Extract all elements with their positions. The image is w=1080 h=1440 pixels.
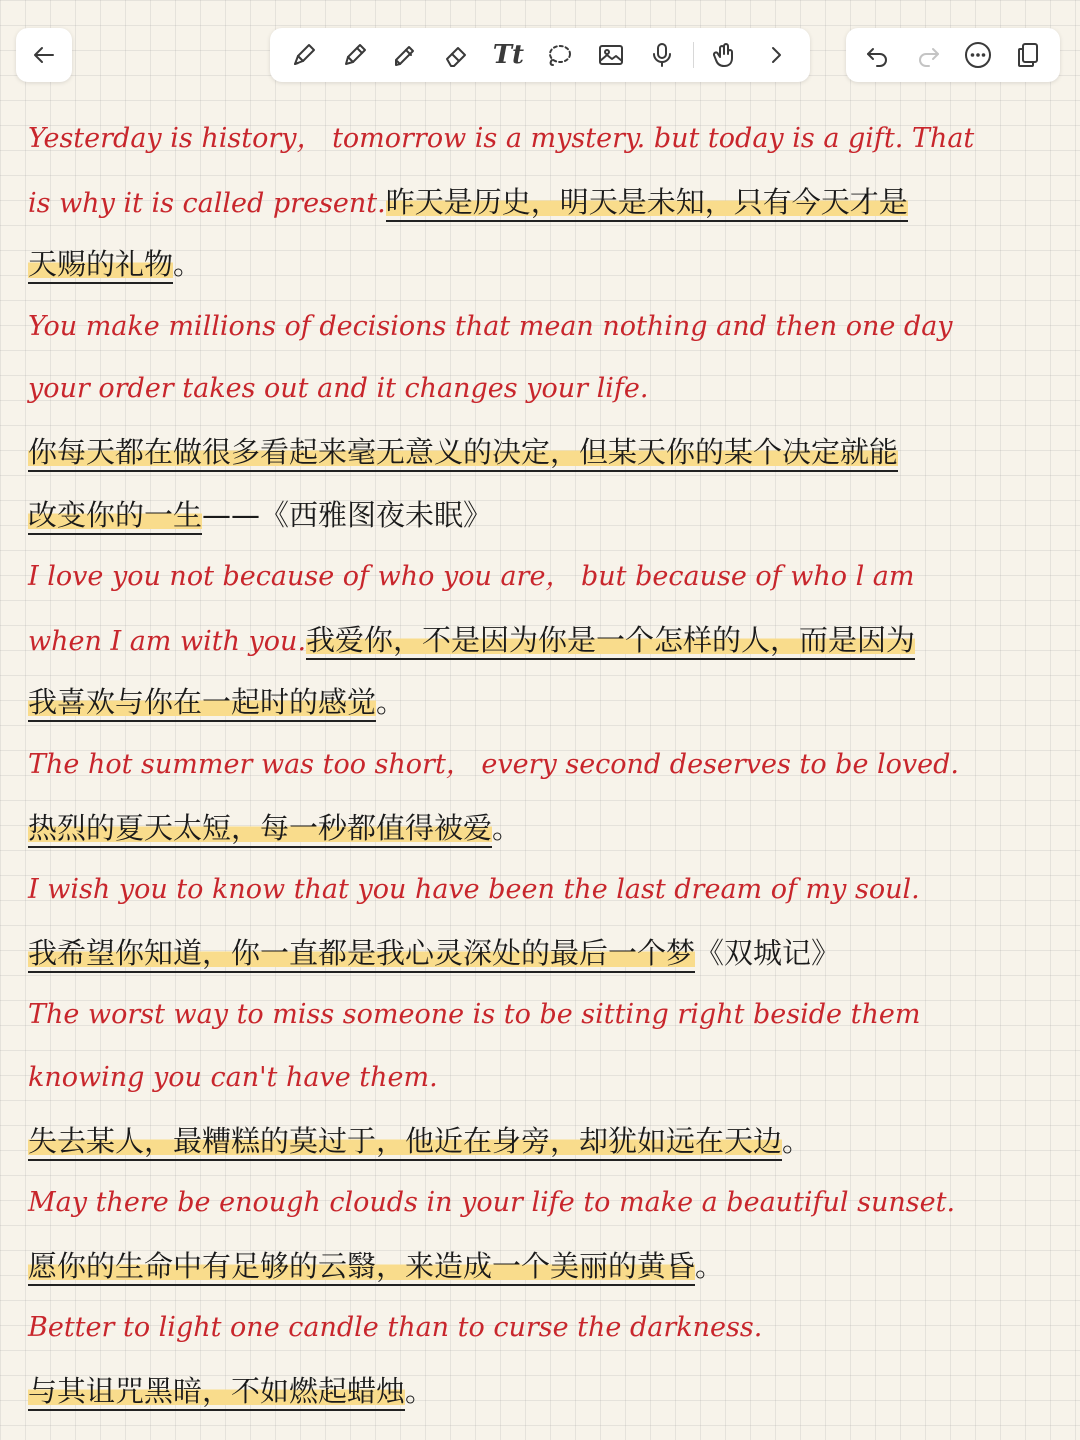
highlighted-chinese-text: 改变你的一生 xyxy=(28,498,202,535)
text-tool-button[interactable] xyxy=(488,35,528,75)
english-text: knowing you can't have them. xyxy=(28,1061,438,1093)
note-line xyxy=(28,233,1058,296)
highlighter-tool-button[interactable] xyxy=(386,35,426,75)
highlighted-chinese-text: 我爱你，不是因为你是一个怎样的人，而是因为 xyxy=(306,623,915,660)
highlighted-chinese-text: 我希望你知道，你一直都是我心灵深处的最后一个梦 xyxy=(28,936,695,973)
lasso-tool-button[interactable] xyxy=(539,35,579,75)
note-line xyxy=(28,1172,1058,1235)
english-text: You make millions of decisions that mean nothing and then one day xyxy=(28,310,953,342)
note-line xyxy=(28,609,1058,672)
lasso-icon xyxy=(544,40,574,70)
image-icon xyxy=(596,40,626,70)
note-line xyxy=(28,358,1058,421)
note-line xyxy=(28,484,1058,547)
toolbar-separator xyxy=(693,42,694,68)
highlighted-chinese-text: 热烈的夏天太短，每一秒都值得被爱 xyxy=(28,811,492,848)
pen-icon xyxy=(289,40,319,70)
highlighted-chinese-text: 我喜欢与你在一起时的感觉 xyxy=(28,685,376,722)
plain-text: 。 xyxy=(782,1123,812,1158)
note-line xyxy=(28,1047,1058,1110)
highlighted-chinese-text: 你每天都在做很多看起来毫无意义的决定，但某天你的某个决定就能 xyxy=(28,435,898,472)
note-line xyxy=(28,984,1058,1047)
eraser-icon xyxy=(442,40,472,70)
note-line xyxy=(28,1110,1058,1173)
tools-toolbar xyxy=(270,28,810,82)
eraser-tool-button[interactable] xyxy=(437,35,477,75)
note-line xyxy=(28,1360,1058,1423)
highlighted-chinese-text: 失去某人，最糟糕的莫过于，他近在身旁，却犹如远在天边 xyxy=(28,1124,782,1161)
english-text: May there be enough clouds in your life to make a beautiful sunset. xyxy=(28,1187,956,1219)
note-line xyxy=(28,421,1058,484)
pen-tool-button[interactable] xyxy=(284,35,324,75)
note-line xyxy=(28,108,1058,171)
highlighted-chinese-text: 愿你的生命中有足够的云翳，来造成一个美丽的黄昏 xyxy=(28,1249,695,1286)
english-text: is why it is called present. xyxy=(28,187,386,219)
english-text: I love you not because of who you are， but because of who l am xyxy=(28,561,915,593)
plain-text: 《双城记》 xyxy=(695,935,841,970)
highlighter-icon xyxy=(391,40,421,70)
plain-text: 。 xyxy=(492,810,522,845)
note-line xyxy=(28,922,1058,985)
pages-button[interactable] xyxy=(1008,35,1048,75)
highlighted-chinese-text: 天赐的礼物 xyxy=(28,247,173,284)
microphone-tool-button[interactable] xyxy=(642,35,682,75)
more-icon xyxy=(963,40,993,70)
note-line xyxy=(28,296,1058,359)
arrow-left-icon xyxy=(29,40,59,70)
pencil-icon xyxy=(340,40,370,70)
more-options-button[interactable] xyxy=(958,35,998,75)
undo-icon xyxy=(863,40,893,70)
highlighted-chinese-text: 与其诅咒黑暗，不如燃起蜡烛 xyxy=(28,1374,405,1411)
plain-text: 。 xyxy=(695,1248,725,1283)
english-text: when I am with you. xyxy=(28,625,307,657)
back-toolbar xyxy=(16,28,72,82)
plain-text: ——《西雅图夜未眠》 xyxy=(202,497,493,532)
actions-toolbar xyxy=(846,28,1060,82)
note-line xyxy=(28,859,1058,922)
note-line xyxy=(28,171,1058,234)
english-text: I wish you to know that you have been the last dream of my soul. xyxy=(28,874,920,906)
note-line xyxy=(28,671,1058,734)
pages-icon xyxy=(1013,40,1043,70)
english-text: Yesterday is history， tomorrow is a mystery. but today is a gift. That xyxy=(28,123,975,154)
more-tools-button[interactable] xyxy=(756,35,796,75)
note-canvas[interactable] xyxy=(28,108,1058,1422)
undo-button[interactable] xyxy=(858,35,898,75)
english-text: Better to light one candle than to curse the darkness. xyxy=(28,1312,763,1344)
plain-text: 。 xyxy=(405,1373,435,1408)
note-line xyxy=(28,1235,1058,1298)
english-text: The worst way to miss someone is to be sitting right beside them xyxy=(28,999,921,1031)
hand-icon xyxy=(710,40,740,70)
note-line xyxy=(28,797,1058,860)
note-line xyxy=(28,1297,1058,1360)
note-line xyxy=(28,546,1058,609)
english-text: The hot summer was too short， every second deserves to be loved. xyxy=(28,748,959,780)
plain-text: 。 xyxy=(173,247,203,282)
note-line xyxy=(28,734,1058,797)
highlighted-chinese-text: 昨天是历史，明天是未知，只有今天才是 xyxy=(386,185,908,222)
text-icon: Tt xyxy=(492,40,525,70)
english-text: your order takes out and it changes your life. xyxy=(28,373,649,405)
pencil-tool-button[interactable] xyxy=(335,35,375,75)
chevron-right-icon xyxy=(761,40,791,70)
back-button[interactable] xyxy=(24,35,64,75)
plain-text: 。 xyxy=(376,685,406,720)
microphone-icon xyxy=(647,40,677,70)
redo-icon xyxy=(913,40,943,70)
hand-tool-button[interactable] xyxy=(705,35,745,75)
redo-button[interactable] xyxy=(908,35,948,75)
image-tool-button[interactable] xyxy=(591,35,631,75)
